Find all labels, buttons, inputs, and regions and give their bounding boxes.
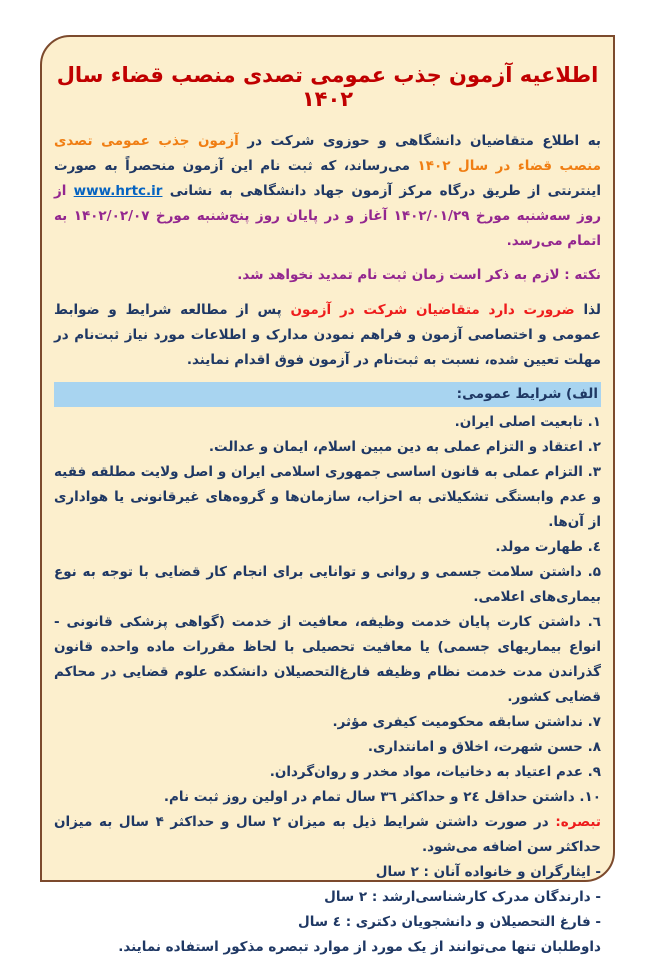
- condition-item-4: ٤. طهارت مولد.: [495, 539, 601, 555]
- registration-website-link[interactable]: www.hrtc.ir: [73, 183, 163, 199]
- bonus-item-2: - دارندگان مدرک کارشناسی‌ارشد : ۲ سال: [324, 889, 601, 905]
- closing-line: داوطلبان تنها می‌توانند از یک مورد از موارد تبصره مذکور استفاده نمایند.: [118, 939, 601, 955]
- requirement-paragraph: [54, 298, 601, 373]
- condition-item-10: ۱۰. داشتن حداقل ۲٤ و حداکثر ۳٦ سال تمام در اولین روز ثبت نام.: [163, 789, 601, 805]
- requirement-emphasis: ضرورت دارد متقاضیان شرکت در آزمون: [290, 302, 575, 318]
- note-line: نکته : لازم به ذکر است زمان ثبت نام تمدید نخواهد شد.: [237, 267, 601, 283]
- condition-item-7: ۷. نداشتن سابقه محکومیت کیفری مؤثر.: [332, 714, 601, 730]
- schedule-dates-text: از روز سه‌شنبه مورخ ۱۴۰۲/۰۱/۲۹ آغاز و در پایان روز پنج‌شنبه مورخ ۱۴۰۲/۰۲/۰۷ به اتمام می‌رسد.: [54, 183, 601, 249]
- intro-text-middle: می‌رساند، که ثبت نام این آزمون منحصراً به صورت اینترنتی از طریق درگاه مرکز آزمون جهاد دانشگاهی به نشانی: [54, 158, 601, 199]
- announcement-card: [40, 35, 615, 955]
- condition-item-6: ٦. داشتن کارت پایان خدمت وظیفه، معافیت از خدمت (گواهی پزشکی قانونی - انواع بیماریهای جسمی) یا معافیت تحصیلی با لحاظ مقررات ماده واحده قانون گذراندن مدت خدمت نظام وظیفه فارغ‌التحصیلان دانشکده علوم قضایی در محاکم قضایی کشور.: [54, 614, 601, 705]
- requirement-text-lead: لذا: [574, 302, 601, 318]
- condition-item-5: ۵. داشتن سلامت جسمی و روانی و توانایی برای انجام کار قضایی با توجه به نوع بیماری‌های اعلامی.: [54, 564, 601, 605]
- tabsereh-label: تبصره:: [555, 814, 601, 830]
- bonus-item-3: - فارغ التحصیلان و دانشجویان دکتری : ٤ سال: [297, 914, 601, 930]
- tabsereh-paragraph: [54, 810, 601, 860]
- condition-item-9: ۹. عدم اعتیاد به دخانیات، مواد مخدر و روان‌گردان.: [269, 764, 601, 780]
- intro-text-lead: به اطلاع متقاضیان دانشگاهی و حوزوی شرکت در: [238, 133, 601, 149]
- page-title: اطلاعیه آزمون جذب عمومی تصدی منصب قضاء سال ۱۴۰۲: [56, 63, 599, 111]
- condition-item-1: ۱. تابعیت اصلی ایران.: [454, 414, 601, 430]
- condition-item-8: ۸. حسن شهرت، اخلاق و امانتداری.: [367, 739, 601, 755]
- exam-name-highlight: آزمون جذب عمومی تصدی منصب قضاء در سال ۱۴۰۲: [54, 133, 601, 174]
- intro-paragraph: [54, 129, 601, 254]
- section-a-header: الف) شرایط عمومی:: [54, 382, 601, 407]
- condition-item-3: ۳. التزام عملی به قانون اساسی جمهوری اسلامی ایران و اصل ولایت مطلقه فقیه و عدم وابستگی تشکیلاتی به احزاب، سازمان‌ها و گروه‌های غیرقانونی یا هواداری از آن‌ها.: [54, 464, 601, 530]
- bonus-item-1: - ایثارگران و خانواده آنان : ۲ سال: [375, 864, 601, 880]
- condition-item-2: ۲. اعتقاد و التزام عملی به دین مبین اسلام، ایمان و عدالت.: [208, 439, 601, 455]
- requirement-text-rest: پس از مطالعه شرایط و ضوابط عمومی و اختصاصی آزمون و فراهم نمودن مدارک و اطلاعات مورد نیاز ثبت‌نام در مهلت تعیین شده، نسبت به ثبت‌نام در آزمون فوق اقدام نمایند.: [54, 302, 601, 368]
- tabsereh-text: در صورت داشتن شرایط ذیل به میزان ۲ سال و حداکثر ۴ سال به میزان حداکثر سن اضافه می‌شود.: [54, 814, 601, 855]
